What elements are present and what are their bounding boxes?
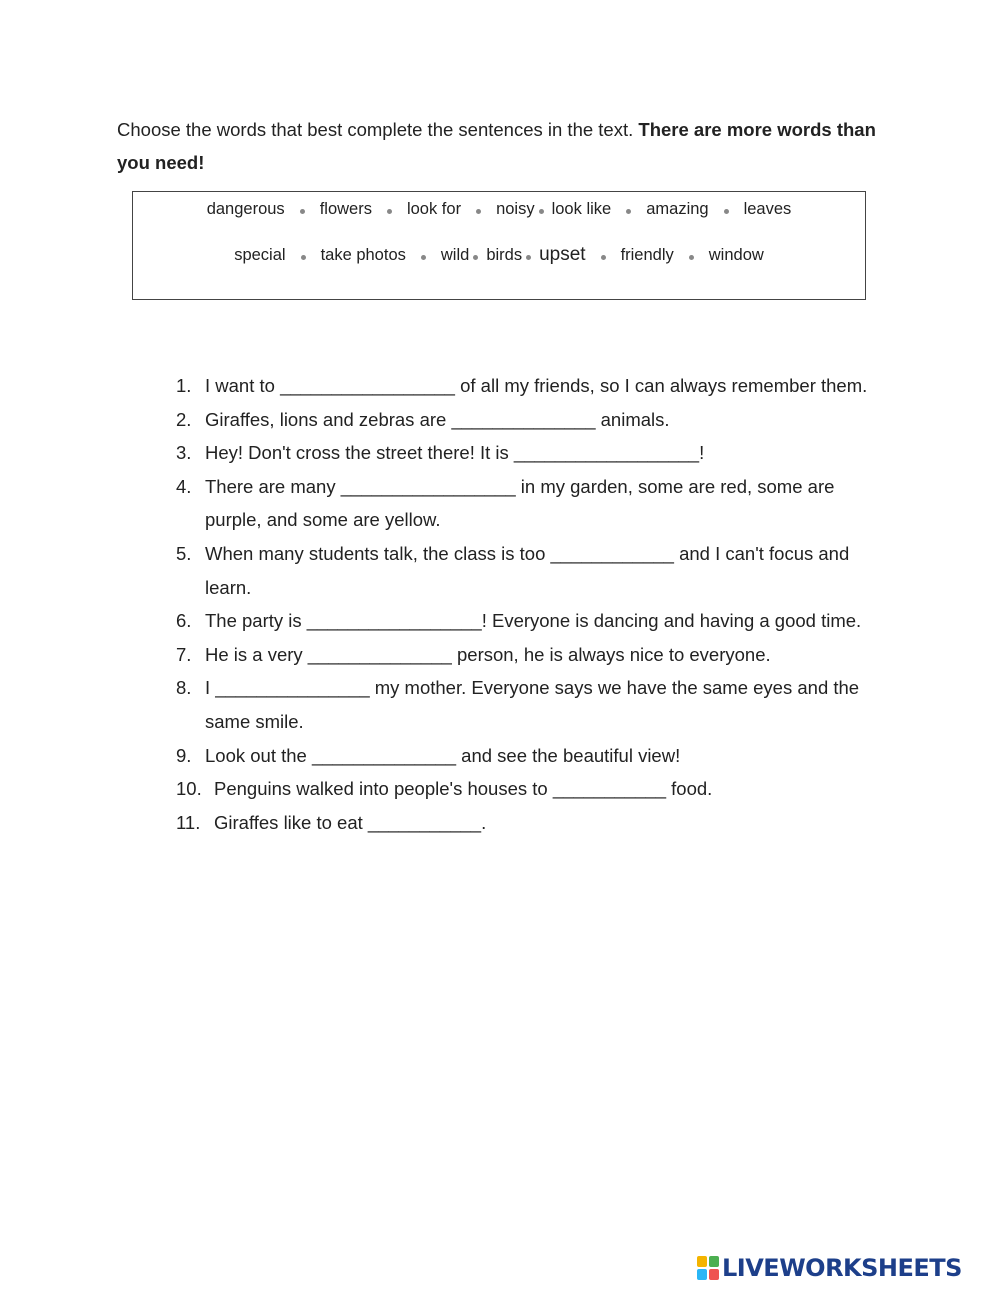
bullet-dot-icon — [476, 209, 481, 214]
question-item — [170, 537, 880, 604]
question-list — [170, 369, 880, 839]
logo-tile-green — [709, 1256, 719, 1267]
instructions — [117, 113, 887, 179]
bullet-dot-icon — [526, 255, 531, 260]
question-item — [170, 369, 880, 403]
question-number: 10. — [176, 778, 202, 800]
question-item — [170, 739, 880, 773]
question-text: Hey! Don't cross the street there! It is __________________! — [205, 442, 705, 464]
question-number: 6. — [176, 610, 192, 632]
question-text: I want to _________________ of all my friends, so I can always remember them. — [205, 375, 868, 396]
bullet-dot-icon — [601, 255, 606, 260]
logo-tile-red — [709, 1269, 719, 1280]
word-bank-row-2 — [133, 244, 865, 266]
question-number: 5. — [176, 542, 192, 564]
question-number: 1. — [176, 375, 192, 396]
question-text: He is a very ______________ person, he is always nice to everyone. — [205, 643, 771, 665]
question-item — [170, 604, 880, 638]
word-bank-item: noisy — [496, 200, 535, 218]
word-bank-item: friendly — [620, 245, 674, 264]
question-text: Giraffes like to eat ___________. — [214, 811, 487, 833]
bullet-dot-icon — [626, 209, 631, 214]
logo-text: LIVEWORKSHEETS — [722, 1254, 962, 1282]
question-item — [170, 403, 880, 437]
question-text: The party is _________________! Everyone is dancing and having a good time. — [205, 610, 862, 632]
bullet-dot-icon — [387, 209, 392, 214]
word-bank-item: look like — [551, 200, 612, 218]
instructions-lead: Choose the words that best complete the sentences in the text. — [117, 119, 639, 140]
question-text: Penguins walked into people's houses to ___________ food. — [214, 778, 713, 800]
liveworksheets-logo-icon — [697, 1256, 719, 1280]
word-bank-item: special — [234, 245, 286, 264]
word-bank — [132, 191, 866, 300]
question-item — [170, 671, 880, 738]
bullet-dot-icon — [724, 209, 729, 214]
question-number: 8. — [176, 677, 192, 699]
bullet-dot-icon — [421, 255, 426, 260]
question-text: Giraffes, lions and zebras are ______________ animals. — [205, 408, 670, 430]
bullet-dot-icon — [473, 255, 478, 260]
word-bank-row-1 — [133, 200, 865, 219]
logo-tile-blue — [697, 1269, 707, 1280]
question-item — [170, 638, 880, 672]
question-item — [170, 436, 880, 470]
question-number: 7. — [176, 643, 192, 665]
word-bank-item: look for — [406, 200, 462, 218]
word-bank-item: dangerous — [206, 200, 285, 218]
question-text: There are many _________________ in my garden, some are red, some are purple, and some are yellow. — [205, 475, 835, 531]
bullet-dot-icon — [689, 255, 694, 260]
question-number: 4. — [176, 475, 192, 497]
word-bank-item: birds — [486, 245, 523, 264]
word-bank-item: leaves — [743, 200, 792, 218]
instructions-emphasis: There are more words than you need! — [117, 119, 876, 173]
word-bank-item: window — [708, 245, 764, 264]
question-text: Look out the ______________ and see the beautiful view! — [205, 744, 681, 766]
question-number: 2. — [176, 408, 192, 430]
liveworksheets-logo[interactable] — [697, 1254, 993, 1282]
word-bank-item: wild — [440, 245, 470, 264]
question-text: When many students talk, the class is too ____________ and I can't focus and learn. — [205, 542, 850, 598]
bullet-dot-icon — [539, 209, 544, 214]
word-bank-item: upset — [539, 244, 586, 265]
question-number: 9. — [176, 744, 192, 766]
question-number: 11. — [176, 811, 201, 833]
word-bank-item: amazing — [646, 200, 709, 218]
logo-tile-yellow — [697, 1256, 707, 1267]
question-text: I _______________ my mother. Everyone says we have the same eyes and the same smile. — [205, 677, 860, 732]
word-bank-item: take photos — [320, 245, 406, 264]
bullet-dot-icon — [300, 209, 305, 214]
question-item — [170, 470, 880, 537]
question-number: 3. — [176, 442, 192, 464]
question-item — [170, 806, 880, 840]
bullet-dot-icon — [301, 255, 306, 260]
question-item — [170, 772, 880, 806]
word-bank-item: flowers — [319, 200, 372, 218]
